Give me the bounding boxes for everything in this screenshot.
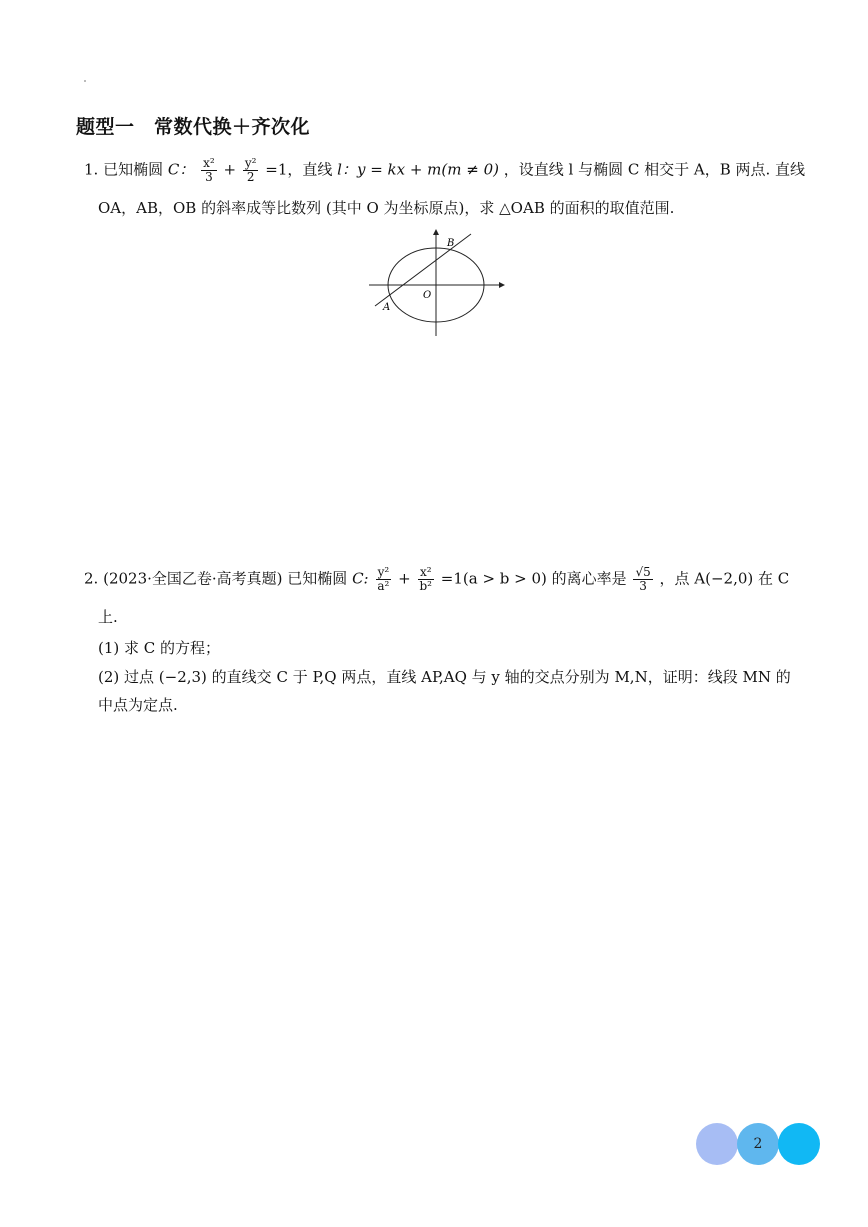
q2-point: ，点 A(−2,0) 在 C: [659, 569, 790, 588]
q2-part-2-line-2: 中点为定点.: [98, 696, 178, 714]
q1-ellipse-figure: [365, 228, 505, 338]
q1-line-equation: l：y = kx + m(m ≠ 0): [337, 160, 499, 179]
page-circle-left: [696, 1123, 738, 1165]
y-axis-arrow: [433, 229, 439, 235]
q1-fraction-x-num: x²: [203, 156, 215, 170]
q2-line-2: 上.: [98, 608, 118, 626]
page-number: 2: [737, 1123, 779, 1165]
q2-fraction-y-den: a²: [377, 579, 390, 593]
q2-fraction-x-num: x²: [419, 565, 432, 579]
q1-line-1: [84, 157, 805, 184]
page-circle-right: [778, 1123, 820, 1165]
q1-fraction-y-den: 2: [246, 170, 255, 184]
q1-fraction-x-den: 3: [205, 170, 213, 184]
q1-number: 1.: [84, 160, 99, 179]
scan-dot: [84, 80, 86, 82]
q2-part-1: (1) 求 C 的方程；: [98, 639, 221, 657]
q2-fraction-x: [417, 566, 434, 593]
q1-statement: ，设直线 l 与椭圆 C 相交于 A，B 两点. 直线: [503, 160, 806, 179]
q2-fraction-y: [375, 566, 391, 593]
q1-ellipse-name: C：: [167, 160, 195, 179]
q2-line-1: [84, 566, 789, 593]
q1-intro: 已知椭圆: [103, 160, 164, 179]
label-o: O: [423, 290, 432, 301]
q2-number: 2.: [84, 569, 99, 588]
q2-source: (2023·全国乙卷·高考真题) 已知椭圆: [103, 569, 348, 588]
x-axis-arrow: [499, 282, 505, 288]
q1-fraction-x: [201, 157, 217, 184]
q2-ellipse-name: C:: [352, 569, 369, 588]
label-a: A: [383, 302, 391, 313]
q1-fraction-y-num: y²: [244, 156, 257, 170]
q2-plus: +: [398, 569, 411, 588]
q2-part-2-line-1: (2) 过点 (−2,3) 的直线交 C 于 P,Q 两点，直线 AP,AQ 与 y 轴的交点分别为 M,N，证明：线段 MN 的: [98, 668, 791, 686]
q2-condition: =1(a > b > 0) 的离心率是: [440, 569, 627, 588]
q2-fraction-y-num: y²: [377, 565, 390, 579]
q1-equals: =1，直线: [265, 160, 333, 179]
label-b: B: [447, 238, 455, 249]
q2-fraction-x-den: b²: [419, 579, 432, 593]
section-heading: 题型一 常数代换＋齐次化: [76, 116, 311, 138]
page-indicator: [696, 1123, 822, 1167]
q2-eccentricity: [633, 566, 652, 593]
q1-plus: +: [223, 160, 237, 179]
q2-eccentricity-den: 3: [639, 579, 647, 593]
q1-line-2: OA，AB，OB 的斜率成等比数列 (其中 O 为坐标原点)，求 △OAB 的面积的取值范围.: [98, 199, 675, 217]
q2-eccentricity-num: √5: [635, 565, 651, 579]
q1-fraction-y: [243, 157, 259, 184]
